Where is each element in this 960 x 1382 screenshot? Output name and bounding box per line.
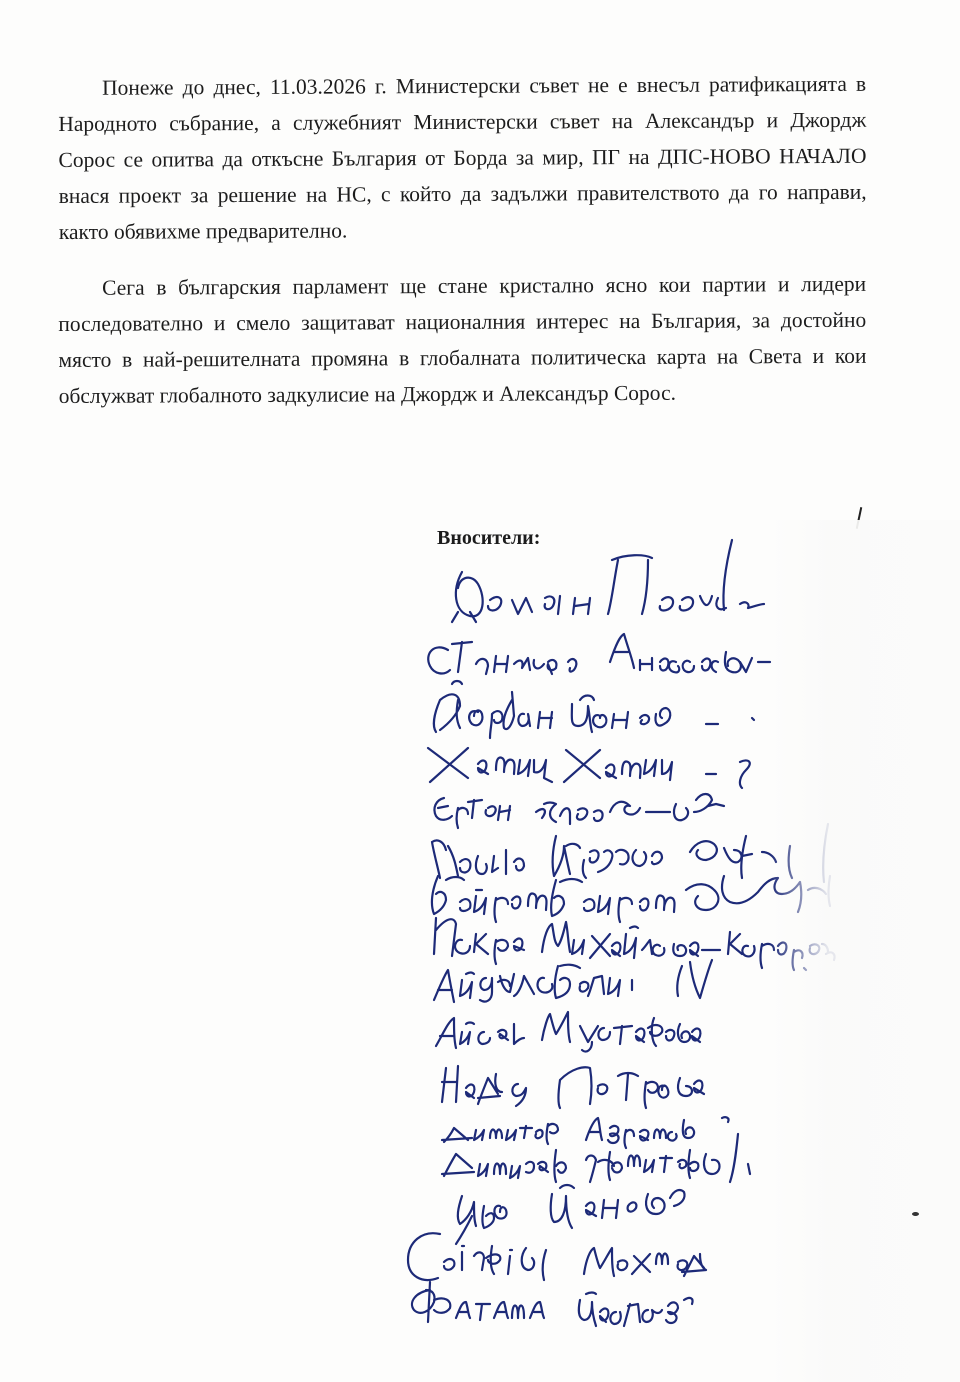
signature-6 — [432, 824, 828, 882]
signature-14 — [456, 1185, 685, 1244]
body-paragraph-1: Понеже до днес, 11.03.2026 г. Министерски съвет не е внесъл ратификацията в Народното събрание, а служебният Министерски съвет на Александър и Джордж Сорос се опитва да откъсне България от Борда за мир, ПГ на ДПС-НОВО НАЧАЛО внася проект за решение на НС, с който да задължи правителството да го направи, както обявихме предварително. — [58, 71, 867, 244]
signature-16 — [412, 1282, 693, 1326]
signatories-label: Вносители: — [437, 527, 541, 549]
signature-15 — [408, 1233, 706, 1280]
ink-dot — [912, 1212, 919, 1216]
signature-9 — [434, 960, 712, 1002]
signature-11 — [442, 1066, 704, 1108]
signature-12 — [442, 1117, 729, 1148]
signature-2 — [428, 634, 770, 674]
body-paragraph-2: Сега в българския парламент ще стане кристално ясно кои партии и лидери последователно и смело защитават националния интерес на България, за достойно място в най-решителната промяна в глобалната политическа карта на Света и кои обслужват глобалното задкулисие на Джордж и Александър Сорос. — [58, 271, 867, 408]
signature-5 — [434, 794, 724, 828]
signature-10 — [436, 1012, 700, 1052]
paper-shading — [770, 520, 960, 1382]
signature-4 — [428, 748, 750, 788]
signature-3 — [434, 681, 754, 738]
signature-1 — [452, 540, 764, 622]
signature-13 — [442, 1134, 750, 1182]
